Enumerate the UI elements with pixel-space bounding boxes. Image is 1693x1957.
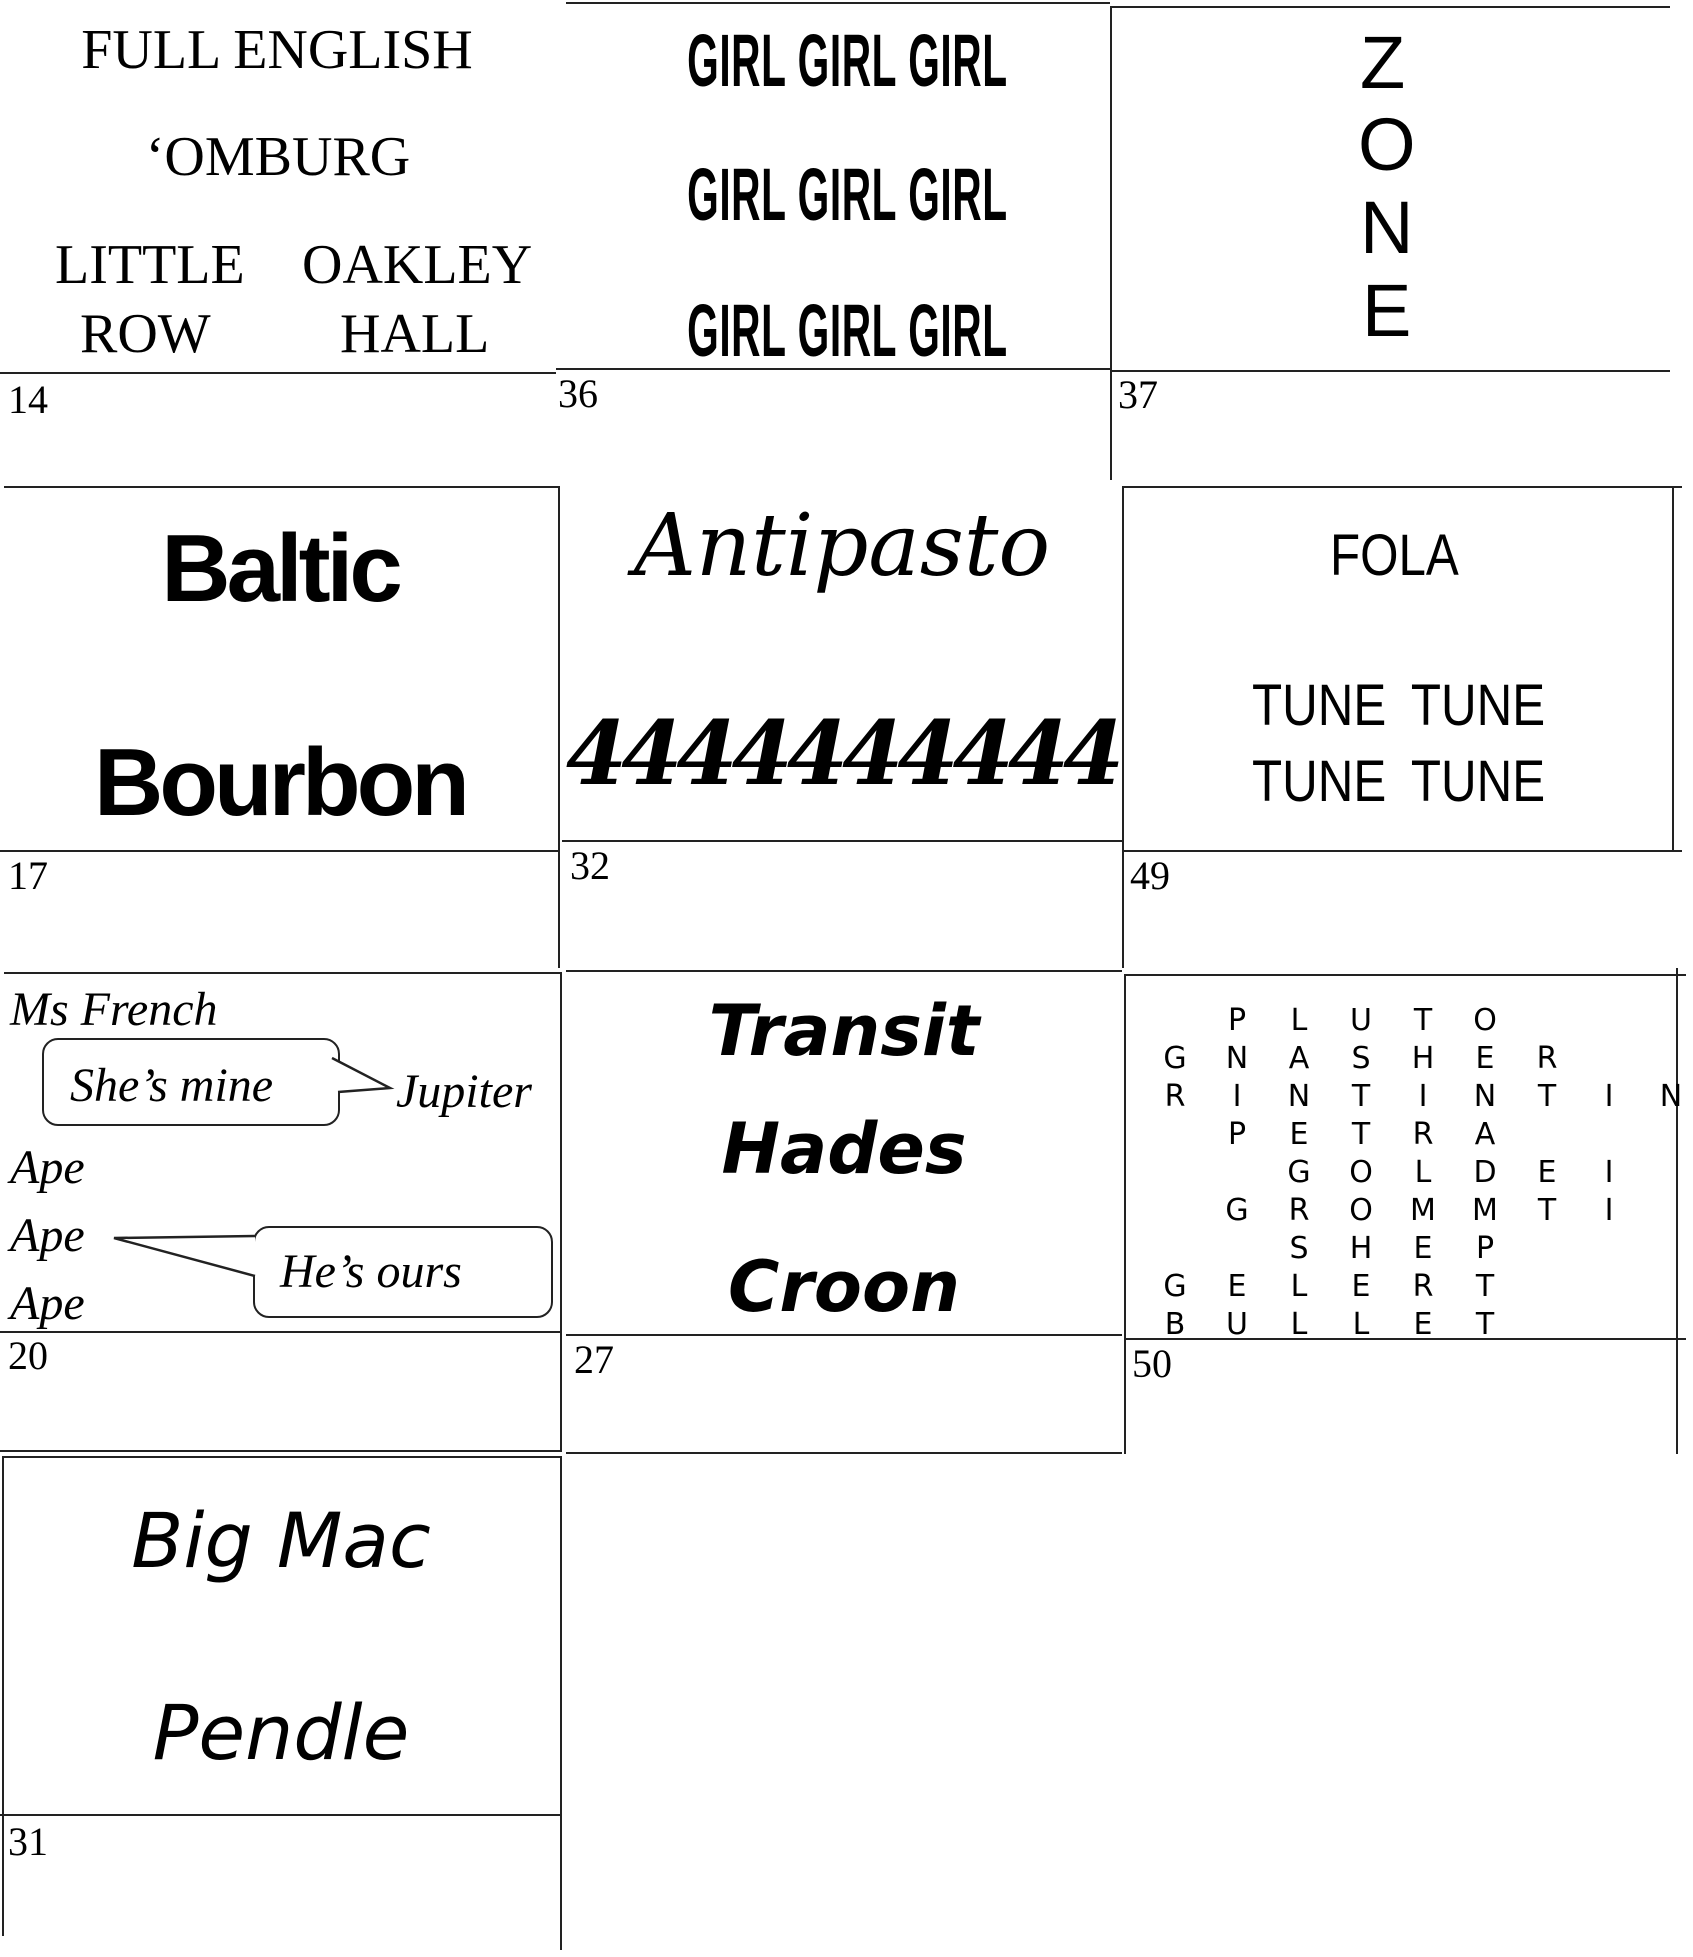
girl-row: GIRL GIRL GIRL	[687, 289, 1008, 370]
puzzle-cell-31	[0, 1454, 562, 1950]
grid-letter: B	[1164, 1307, 1186, 1340]
grid-letter: R	[1536, 1041, 1558, 1076]
grid-letter: I	[1232, 1079, 1242, 1114]
clue-line: Bourbon	[94, 729, 466, 836]
puzzle-area	[566, 968, 1122, 1336]
clue-line: Baltic	[161, 515, 399, 622]
clue-line: TUNE TUNE	[1252, 749, 1546, 814]
grid-letter: N	[1659, 1079, 1683, 1114]
clue-line: Croon	[728, 1246, 960, 1328]
cell-number: 14	[8, 377, 48, 422]
puzzle-cell-27	[566, 968, 1122, 1454]
bubble-tail	[110, 1228, 260, 1298]
clue-line: Antipasto	[633, 496, 1051, 596]
grid-letter: E	[1351, 1269, 1371, 1304]
grid-letter: T	[1475, 1307, 1495, 1340]
grid-letter: G	[1163, 1269, 1187, 1304]
grid-letter: T	[1537, 1079, 1557, 1114]
clue-line: Transit	[708, 990, 980, 1072]
grid-letter: T	[1351, 1117, 1371, 1152]
clue-line: HALL	[340, 303, 490, 365]
grid-letter: T	[1351, 1079, 1371, 1114]
grid-letter: R	[1288, 1193, 1310, 1228]
clue-word: Ape	[10, 1209, 85, 1262]
clue-line: ‘OMBURG	[145, 126, 411, 188]
puzzle-cell-17	[0, 486, 560, 968]
grid-letter: M	[1472, 1193, 1498, 1228]
divider	[566, 1452, 1122, 1454]
puzzle-cell-20	[0, 968, 562, 1452]
clue-line: Hades	[721, 1108, 967, 1190]
puzzle-area	[1122, 486, 1682, 852]
cell-number: 31	[8, 1819, 48, 1864]
clue-line: ROW	[80, 303, 211, 365]
grid-letter: S	[1351, 1041, 1371, 1076]
clue-title: Ms French	[10, 983, 218, 1036]
puzzle-area	[0, 486, 560, 852]
clue-line: TUNE TUNE	[1252, 673, 1546, 738]
grid-letter: A	[1474, 1117, 1496, 1152]
grid-letter: N	[1225, 1041, 1249, 1076]
cell-number: 27	[574, 1337, 614, 1382]
grid-letter: N	[1287, 1079, 1311, 1114]
grid-letter: T	[1537, 1193, 1557, 1228]
puzzle-cell-49	[1122, 486, 1682, 968]
grid-letter: O	[1349, 1193, 1373, 1228]
grid-letter: R	[1412, 1269, 1434, 1304]
grid-letter: A	[1288, 1041, 1310, 1076]
cell-number: 37	[1118, 372, 1158, 417]
cell-number: 50	[1132, 1341, 1172, 1386]
grid-letter: I	[1604, 1193, 1614, 1228]
grid-letter: P	[1475, 1231, 1495, 1266]
zone-letter: N	[1360, 186, 1414, 269]
grid-letter: E	[1413, 1231, 1433, 1266]
grid-letter: I	[1604, 1079, 1614, 1114]
grid-letter: E	[1289, 1117, 1309, 1152]
puzzle-area	[0, 1454, 562, 1816]
cell-number: 36	[558, 371, 598, 416]
puzzle-cell-32	[562, 486, 1122, 968]
grid-letter: E	[1537, 1155, 1557, 1190]
grid-letter: T	[1475, 1269, 1495, 1304]
zone-letter: Z	[1360, 21, 1406, 104]
grid-letter: E	[1413, 1307, 1433, 1340]
puzzle-area	[0, 0, 556, 374]
grid-letter: G	[1163, 1041, 1187, 1076]
grid-letter: U	[1226, 1307, 1248, 1340]
grid-letter: L	[1290, 1269, 1308, 1304]
grid-letter: O	[1349, 1155, 1373, 1190]
puzzle-area	[556, 0, 1110, 370]
grid-letter: G	[1225, 1193, 1249, 1228]
puzzle-cell-37	[1110, 0, 1670, 480]
divider	[0, 1450, 562, 1452]
zone-letter: E	[1362, 269, 1412, 352]
clue-line: Pendle	[152, 1688, 410, 1777]
cell-number: 17	[8, 853, 48, 898]
grid-letter: G	[1287, 1155, 1311, 1190]
grid-letter: L	[1352, 1307, 1370, 1340]
clue-line: 4444444444	[565, 701, 1119, 805]
clue-word: Jupiter	[396, 1065, 532, 1118]
puzzle-area	[1110, 0, 1670, 372]
zone-letter: O	[1358, 103, 1416, 186]
clue-line: FOLA	[1330, 523, 1459, 588]
grid-letter: L	[1290, 1003, 1308, 1038]
grid-letter: I	[1418, 1079, 1428, 1114]
grid-letter: M	[1410, 1193, 1436, 1228]
clue-line: Big Mac	[131, 1496, 431, 1585]
bubble-text: She’s mine	[70, 1059, 274, 1112]
bubble-tail	[330, 1048, 400, 1108]
grid-letter: H	[1349, 1231, 1373, 1266]
grid-letter: T	[1413, 1003, 1433, 1038]
grid-letter: L	[1290, 1307, 1308, 1340]
cell-number: 20	[8, 1333, 48, 1378]
puzzle-area	[0, 968, 562, 1333]
grid-letter: R	[1164, 1079, 1186, 1114]
grid-letter: U	[1350, 1003, 1372, 1038]
clue-word: Ape	[10, 1277, 85, 1330]
clue-line: FULL ENGLISH	[81, 19, 473, 81]
girl-row: GIRL GIRL GIRL	[687, 153, 1008, 236]
grid-letter: E	[1475, 1041, 1495, 1076]
grid-letter: R	[1412, 1117, 1434, 1152]
cell-number: 32	[570, 843, 610, 888]
clue-word: Ape	[10, 1141, 85, 1194]
grid-letter: P	[1227, 1003, 1247, 1038]
grid-letter: N	[1473, 1079, 1497, 1114]
puzzle-cell-36	[556, 0, 1110, 480]
grid-letter: I	[1604, 1155, 1614, 1190]
grid-letter: L	[1414, 1155, 1432, 1190]
puzzle-cell-50	[1124, 968, 1686, 1454]
cell-number: 49	[1130, 853, 1170, 898]
puzzle-area	[562, 486, 1122, 842]
grid-letter: H	[1411, 1041, 1435, 1076]
clue-line: OAKLEY	[302, 234, 533, 296]
puzzle-cell-14	[0, 0, 556, 480]
girl-row: GIRL GIRL GIRL	[687, 19, 1008, 102]
puzzle-area	[1124, 968, 1686, 1340]
grid-letter: E	[1227, 1269, 1247, 1304]
bubble-text: He’s ours	[280, 1245, 462, 1298]
clue-line: LITTLE	[55, 234, 245, 296]
grid-letter: O	[1473, 1003, 1497, 1038]
grid-letter: P	[1227, 1117, 1247, 1152]
grid-letter: D	[1473, 1155, 1497, 1190]
grid-letter: S	[1289, 1231, 1309, 1266]
